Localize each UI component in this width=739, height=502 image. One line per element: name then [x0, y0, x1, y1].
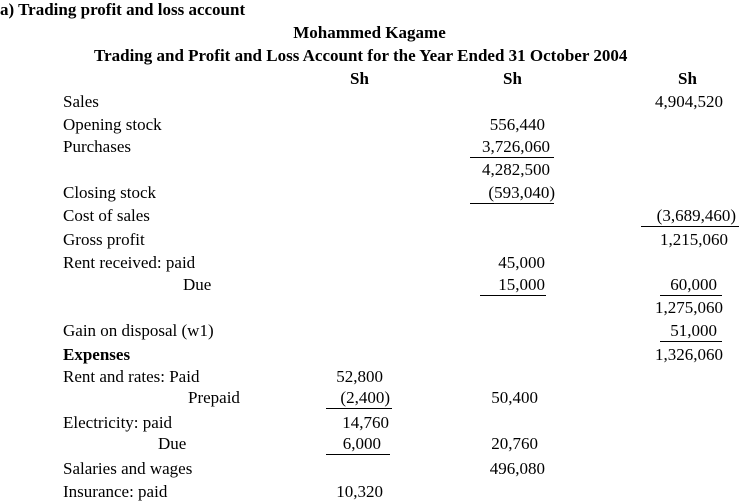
column-header-2: Sh — [503, 69, 522, 88]
insurance-paid-amount: 10,320 — [336, 482, 383, 501]
business-name: Mohammed Kagame — [293, 23, 446, 42]
rent-received-due-amount: 15,000 — [498, 275, 545, 294]
row-label-insurance: Insurance: paid — [63, 482, 168, 501]
rent-total-underline — [660, 295, 722, 296]
electricity-due-amount: 6,000 — [342, 434, 381, 453]
salaries-and-wages-amount: 496,080 — [489, 459, 545, 478]
row-label-cost-of-sales: Cost of sales — [63, 206, 150, 225]
row-label-gross-profit: Gross profit — [63, 230, 145, 249]
subtotal-after-rent-amount: 1,275,060 — [655, 298, 723, 317]
rent-received-total-amount: 60,000 — [670, 275, 717, 294]
prepaid-underline — [326, 408, 392, 409]
rent-due-underline — [480, 295, 546, 296]
gross-profit-amount: 1,215,060 — [660, 230, 728, 249]
rent-and-rates-paid-amount: 52,800 — [336, 367, 383, 386]
electricity-due-underline — [326, 454, 390, 455]
row-label-purchases: Purchases — [63, 137, 131, 156]
row-label-gain-on-disposal: Gain on disposal (w1) — [63, 321, 214, 340]
electricity-paid-amount: 14,760 — [342, 413, 389, 432]
row-label-rent-received: Rent received: paid — [63, 253, 196, 272]
expenses-heading: Expenses — [63, 345, 131, 364]
closing-stock-underline — [470, 203, 554, 204]
row-label-rent-due: Due — [183, 275, 212, 294]
row-label-closing-stock: Closing stock — [63, 183, 157, 202]
row-label-electricity-due: Due — [158, 434, 187, 453]
statement-title: Trading and Profit and Loss Account for the Year Ended 31 October 2004 — [94, 46, 628, 65]
rent-and-rates-prepaid-amount: (2,400) — [340, 388, 390, 407]
purchases-amount: 3,726,060 — [482, 137, 550, 156]
purchases-underline — [470, 157, 554, 158]
cost-of-sales-amount: (3,689,460) — [656, 206, 736, 225]
total-income-amount: 1,326,060 — [655, 345, 723, 364]
opening-stock-amount: 556,440 — [489, 115, 545, 134]
row-label-prepaid: Prepaid — [188, 388, 240, 407]
row-label-opening-stock: Opening stock — [63, 115, 162, 134]
rent-and-rates-net-amount: 50,400 — [491, 388, 538, 407]
cost-of-sales-underline — [641, 226, 739, 227]
rent-received-paid-amount: 45,000 — [498, 253, 545, 272]
column-header-1: Sh — [350, 69, 369, 88]
row-label-sales: Sales — [63, 92, 99, 111]
row-label-salaries-and-wages: Salaries and wages — [63, 459, 193, 478]
electricity-total-amount: 20,760 — [491, 434, 538, 453]
column-header-3: Sh — [678, 69, 697, 88]
sales-amount: 4,904,520 — [655, 92, 723, 111]
row-label-rent-and-rates: Rent and rates: Paid — [63, 367, 200, 386]
gain-on-disposal-underline — [660, 341, 722, 342]
section-heading: a) Trading profit and loss account — [0, 0, 246, 19]
subtotal-amount: 4,282,500 — [482, 160, 550, 179]
gain-on-disposal-amount: 51,000 — [670, 321, 717, 340]
row-label-electricity: Electricity: paid — [63, 413, 173, 432]
closing-stock-amount: (593,040) — [488, 183, 555, 202]
